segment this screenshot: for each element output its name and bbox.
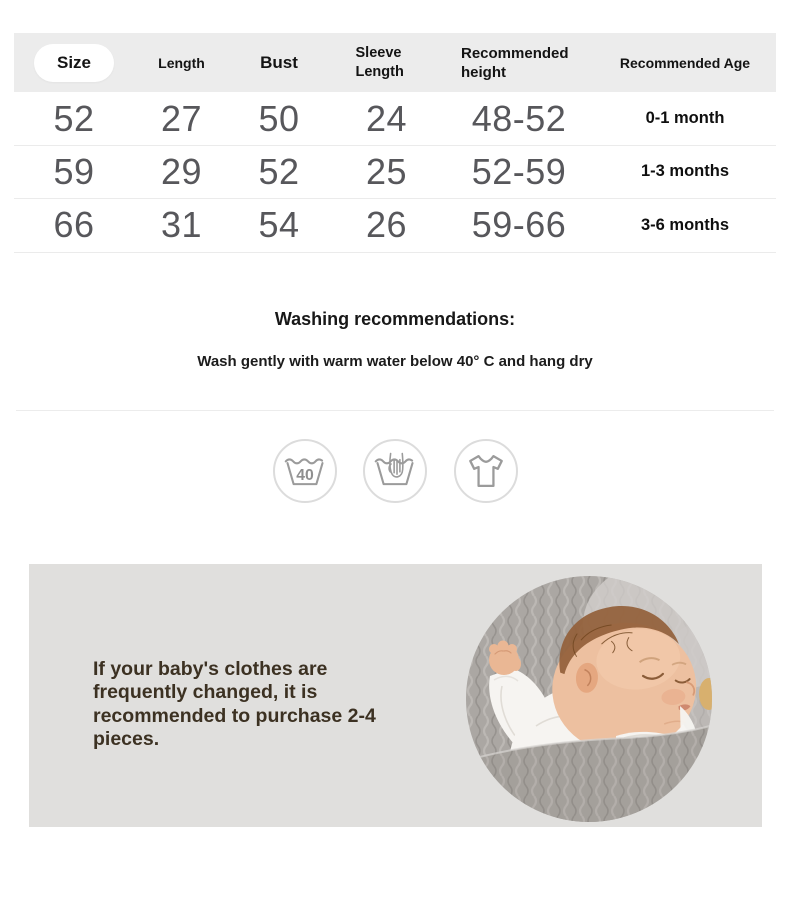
cell-length: 29 (160, 150, 203, 192)
purchase-tip-text: If your baby's clothes are frequently changed, it is recommended to purchase 2-4 pieces. (93, 657, 376, 750)
size-header-pill (34, 44, 114, 82)
cell-recommended-age: 1-3 months (640, 162, 729, 180)
section-divider (16, 410, 774, 411)
size-chart-row (14, 198, 776, 253)
header-sleeve-length: Sleeve Length (355, 44, 404, 80)
cell-size: 66 (53, 204, 95, 245)
size-header-label: Size (56, 52, 92, 72)
machine-wash-40-glyph (277, 443, 333, 499)
header-size (14, 44, 134, 82)
sleeping-baby-photo (466, 576, 712, 822)
cell-sleeve-length: 25 (365, 150, 408, 192)
garment-icon (454, 439, 518, 503)
size-chart-header-row (14, 33, 776, 92)
cell-size: 59 (53, 150, 95, 192)
size-chart-row (14, 92, 776, 146)
machine-wash-40-icon (273, 439, 337, 503)
header-recommended-height: Recommended height (461, 44, 569, 81)
header-length: Length (158, 54, 205, 71)
hand-wash-icon (363, 439, 427, 503)
cell-sleeve-length: 26 (365, 204, 408, 245)
cell-length: 27 (160, 97, 203, 139)
sleeping-baby-illustration (466, 576, 712, 822)
purchase-tip-banner (29, 564, 762, 827)
size-chart-row (14, 145, 776, 199)
cell-recommended-age: 0-1 month (645, 109, 725, 127)
cell-recommended-height: 59-66 (471, 204, 567, 245)
header-bust: Bust (260, 52, 298, 72)
cell-bust: 54 (258, 204, 300, 245)
cell-recommended-age: 3-6 months (640, 215, 729, 234)
hand-wash-glyph (367, 443, 423, 499)
cell-recommended-height: 48-52 (471, 97, 567, 139)
cell-recommended-height: 52-59 (471, 150, 567, 192)
cell-size: 52 (53, 97, 95, 139)
cell-sleeve-length: 24 (365, 97, 408, 139)
cell-bust: 52 (258, 150, 300, 192)
wash-temperature-label: 40 (296, 467, 314, 485)
cell-bust: 50 (258, 97, 300, 139)
washing-recommendations-title: Washing recommendations: (274, 309, 516, 329)
washing-recommendations-subtitle: Wash gently with warm water below 40° C and hang dry (197, 353, 593, 370)
t-shirt-glyph (458, 443, 514, 499)
cell-length: 31 (160, 204, 203, 245)
header-recommended-age: Recommended Age (619, 54, 751, 71)
